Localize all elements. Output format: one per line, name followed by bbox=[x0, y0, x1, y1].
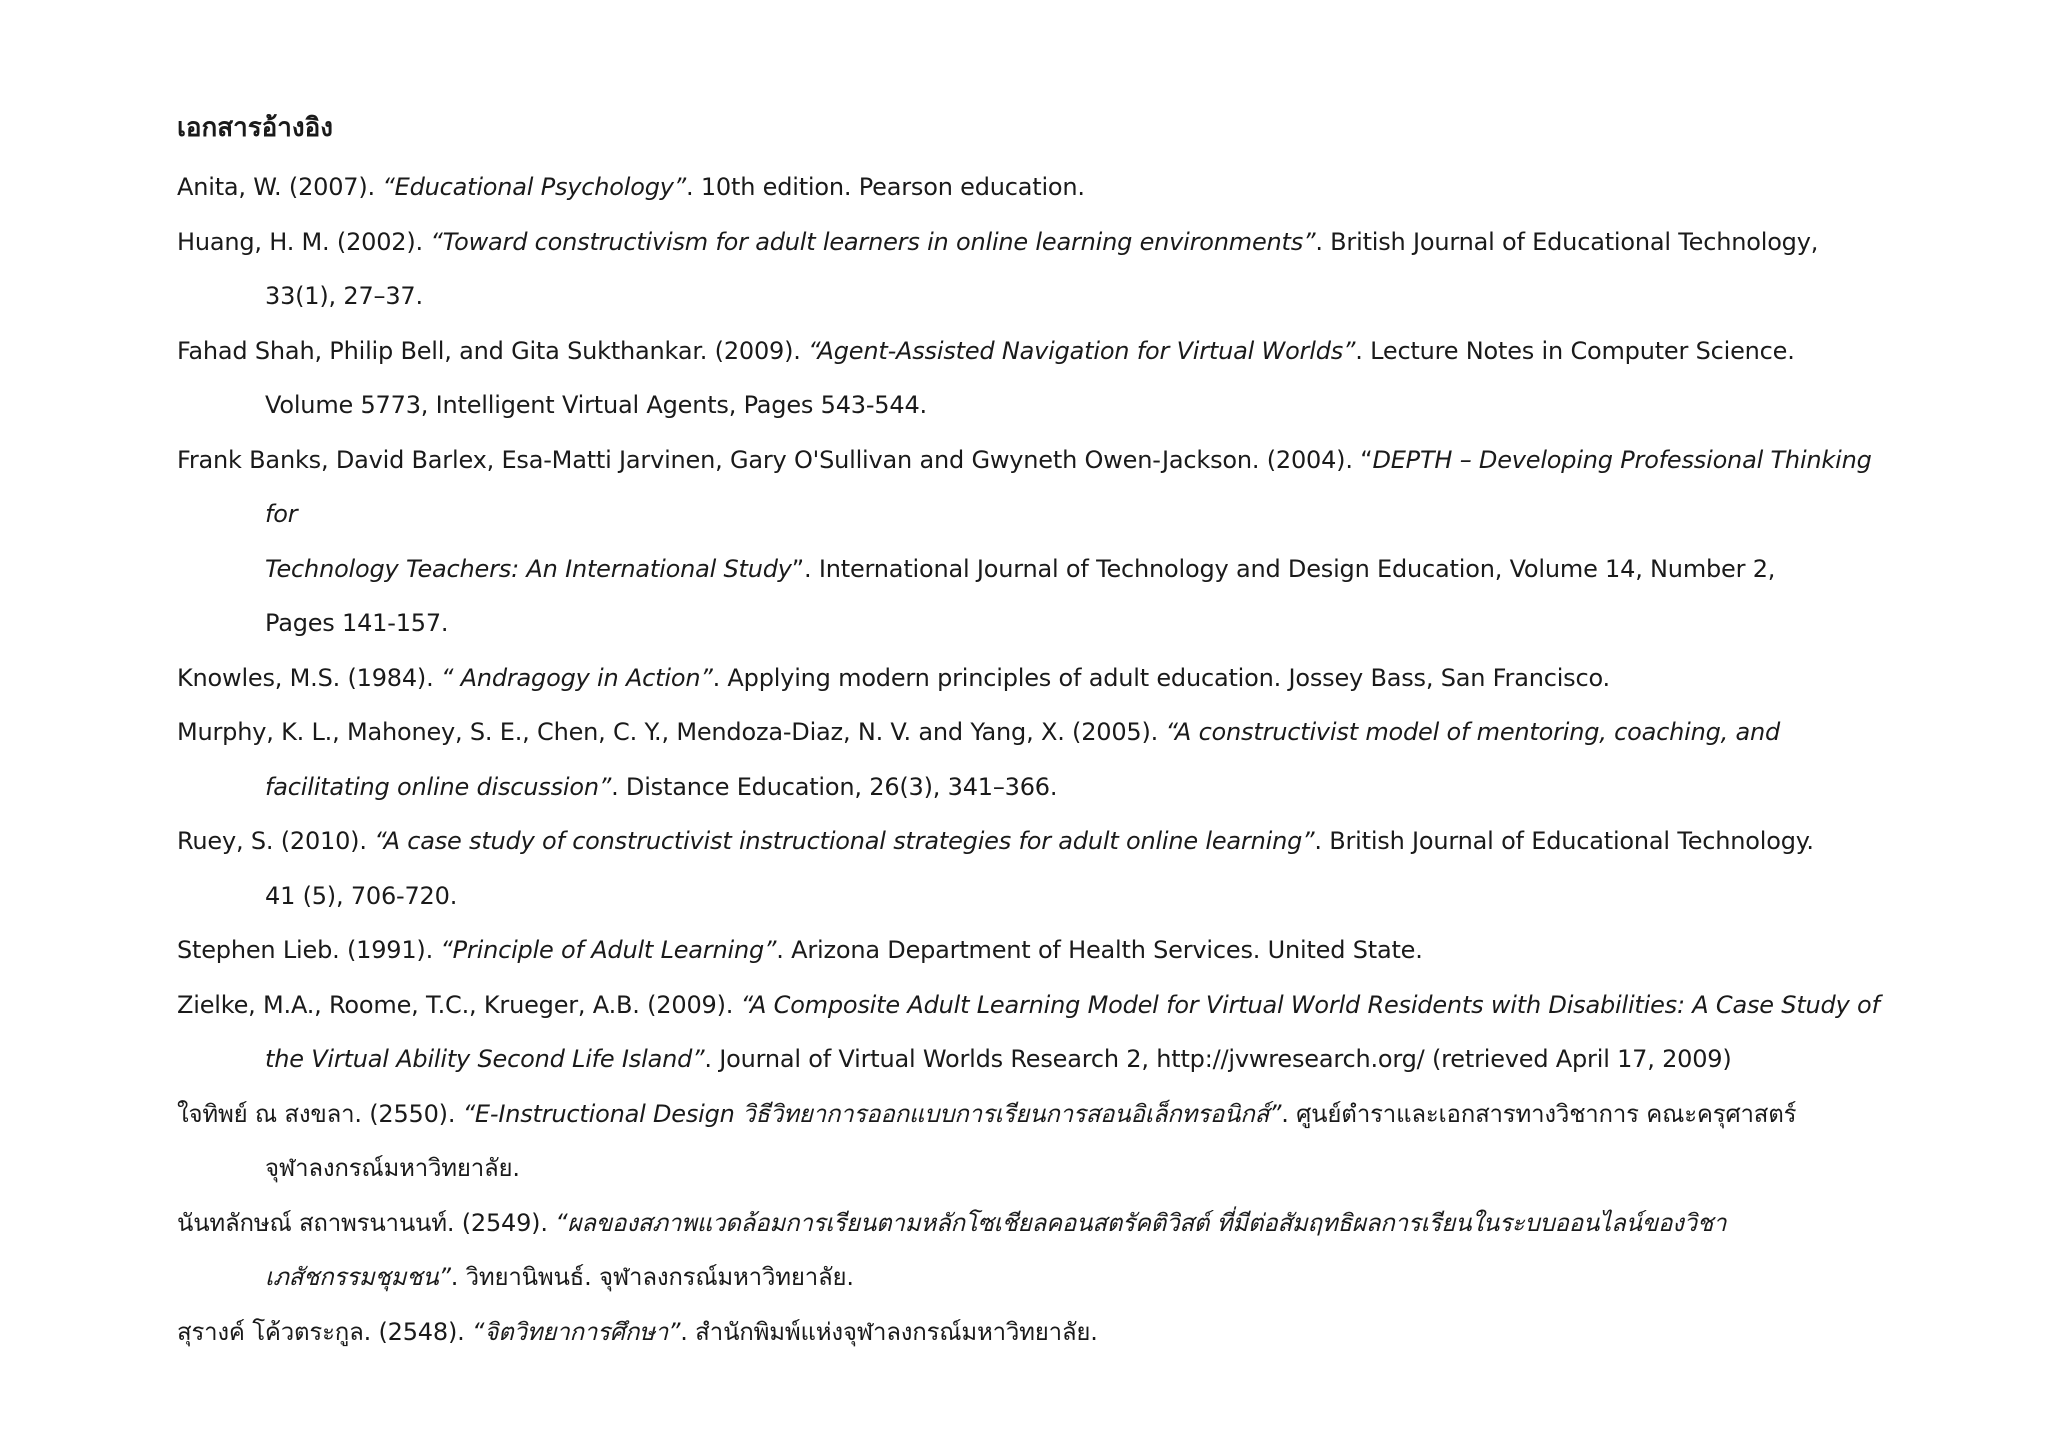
references-heading: เอกสารอ้างอิง bbox=[177, 113, 333, 143]
reference-source: . Arizona Department of Health Services. United State. bbox=[776, 936, 1423, 964]
reference-source: . Distance Education, 26(3), 341–366. bbox=[611, 772, 1058, 801]
reference-title: “E-Instructional Design วิธีวิทยาการออกแบบการเรียนการสอนอิเล็กทรอนิกส์” bbox=[462, 1099, 1282, 1128]
reference-continuation: 33(1), 27–37. bbox=[265, 282, 423, 310]
reference-title: “A case study of constructivist instructional strategies for adult online learning” bbox=[374, 827, 1315, 855]
reference-authors: Anita, W. (2007). bbox=[177, 173, 383, 201]
reference-source: . ศูนย์ตำราและเอกสารทางวิชาการ คณะครุศาสตร์ bbox=[1281, 1099, 1797, 1128]
reference-source: . British Journal of Educational Technology, bbox=[1315, 227, 1819, 256]
reference-authors: Frank Banks, David Barlex, Esa-Matti Jarvinen, Gary O'Sullivan and Gwyneth Owen-Jackson. (2004). “ bbox=[177, 445, 1373, 474]
reference-title: “A Composite Adult Learning Model for Virtual World Residents with Disabilities: A Case Study of bbox=[740, 990, 1880, 1019]
reference-authors: Huang, H. M. (2002). bbox=[177, 227, 431, 256]
reference-continuation: Pages 141-157. bbox=[265, 609, 449, 637]
reference-source: . วิทยานิพนธ์. จุฬาลงกรณ์มหาวิทยาลัย. bbox=[450, 1263, 854, 1291]
reference-authors: Murphy, K. L., Mahoney, S. E., Chen, C. Y., Mendoza-Diaz, N. V. and Yang, X. (2005). bbox=[177, 718, 1166, 746]
reference-title: “ Andragogy in Action” bbox=[440, 663, 713, 692]
reference-entry bbox=[177, 1196, 1897, 1305]
reference-title: “Educational Psychology” bbox=[382, 173, 686, 201]
reference-source: . สำนักพิมพ์แห่งจุฬาลงกรณ์มหาวิทยาลัย. bbox=[680, 1317, 1098, 1346]
reference-entry bbox=[177, 433, 1897, 651]
reference-title: DEPTH – Developing Professional Thinking for bbox=[265, 445, 1872, 528]
reference-continuation: Volume 5773, Intelligent Virtual Agents, Pages 543-544. bbox=[265, 391, 927, 419]
reference-entry bbox=[177, 923, 1897, 978]
reference-source: . Applying modern principles of adult education. Jossey Bass, San Francisco. bbox=[712, 663, 1610, 692]
reference-entry bbox=[177, 705, 1897, 814]
reference-entry bbox=[177, 978, 1897, 1087]
reference-entry bbox=[177, 215, 1897, 324]
reference-title: “ผลของสภาพแวดล้อมการเรียนตามหลักโซเชียลคอนสตรัคติวิสต์ ที่มีต่อสัมฤทธิผลการเรียนในระบบออนไลน์ของวิชา bbox=[555, 1208, 1727, 1237]
reference-source: . 10th edition. Pearson education. bbox=[686, 173, 1085, 201]
reference-title: “จิตวิทยาการศึกษา” bbox=[471, 1317, 681, 1346]
reference-title-continuation: Technology Teachers: An International Study bbox=[265, 554, 792, 583]
reference-authors: Stephen Lieb. (1991). bbox=[177, 936, 441, 964]
reference-title: “A constructivist model of mentoring, coaching, and bbox=[1165, 718, 1781, 746]
reference-title-continuation: เภสัชกรรมชุมชน” bbox=[265, 1263, 451, 1291]
reference-continuation: จุฬาลงกรณ์มหาวิทยาลัย. bbox=[265, 1154, 520, 1182]
reference-title-continuation: the Virtual Ability Second Life Island” bbox=[265, 1045, 705, 1073]
reference-title: “Toward constructivism for adult learners in online learning environments” bbox=[430, 227, 1316, 256]
reference-entry bbox=[177, 1305, 1897, 1360]
reference-source: . Journal of Virtual Worlds Research 2, http://jvwresearch.org/ (retrieved April 17, 2009) bbox=[704, 1045, 1732, 1073]
reference-authors: Knowles, M.S. (1984). bbox=[177, 663, 441, 692]
reference-entry bbox=[177, 160, 1897, 215]
reference-source: . Lecture Notes in Computer Science. bbox=[1355, 336, 1795, 365]
reference-title: “Principle of Adult Learning” bbox=[440, 936, 777, 964]
reference-source: . British Journal of Educational Technology. bbox=[1314, 827, 1814, 855]
reference-entry bbox=[177, 814, 1897, 923]
reference-authors: Fahad Shah, Philip Bell, and Gita Sukthankar. (2009). bbox=[177, 336, 809, 365]
reference-title: “Agent-Assisted Navigation for Virtual Worlds” bbox=[808, 336, 1356, 365]
reference-authors: สุรางค์ โค้วตระกูล. (2548). bbox=[177, 1317, 472, 1346]
reference-entry bbox=[177, 651, 1897, 706]
reference-source: ”. International Journal of Technology and Design Education, Volume 14, Number 2, bbox=[791, 554, 1776, 583]
reference-authors: Ruey, S. (2010). bbox=[177, 827, 375, 855]
reference-authors: Zielke, M.A., Roome, T.C., Krueger, A.B. (2009). bbox=[177, 990, 741, 1019]
reference-continuation: 41 (5), 706-720. bbox=[265, 881, 458, 910]
reference-title-continuation: facilitating online discussion” bbox=[265, 772, 612, 801]
reference-authors: ใจทิพย์ ณ สงขลา. (2550). bbox=[177, 1099, 463, 1128]
references-page bbox=[177, 108, 1897, 1359]
reference-authors: นันทลักษณ์ สถาพรนานนท์. (2549). bbox=[177, 1208, 556, 1237]
reference-entry bbox=[177, 324, 1897, 433]
reference-entry bbox=[177, 1087, 1897, 1196]
